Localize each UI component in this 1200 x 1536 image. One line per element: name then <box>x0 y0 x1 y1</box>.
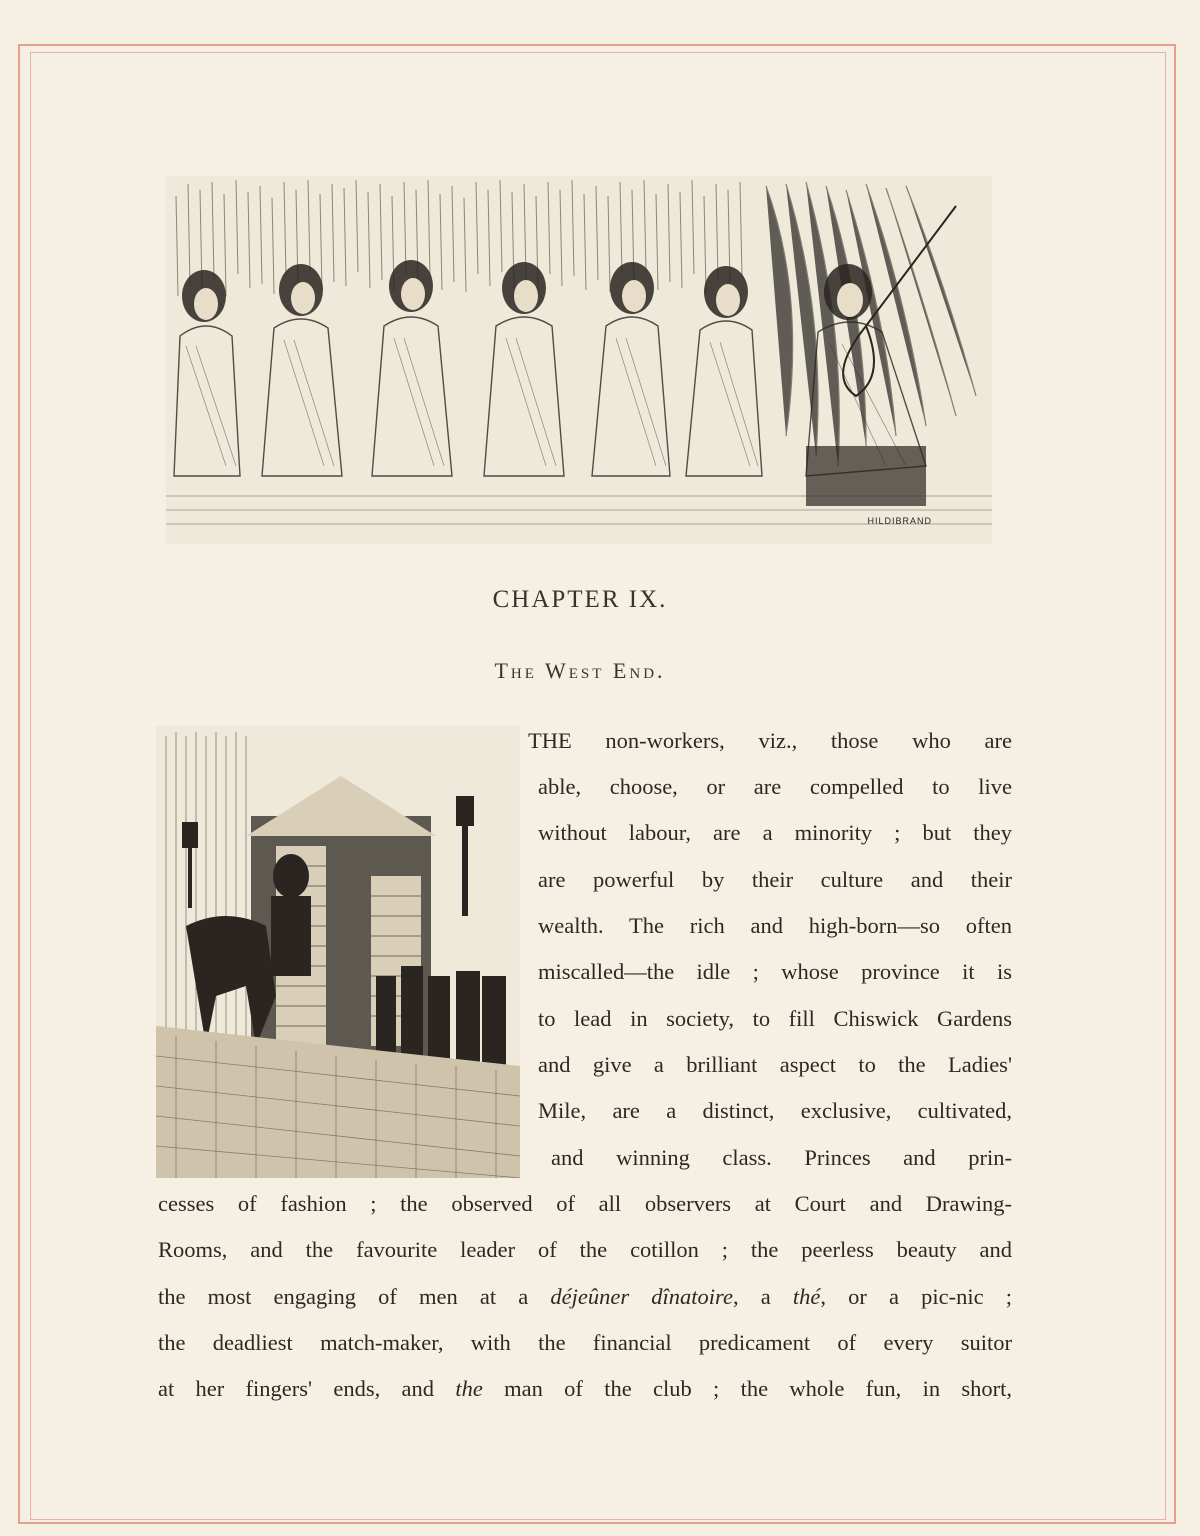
body-line-2: able, choose, or are compelled to live <box>538 774 1012 799</box>
body-line-11: cesses of fashion ; the observed of all observers at Court and Drawing- <box>158 1191 1012 1216</box>
body-line-12: Rooms, and the favourite leader of the cotillon ; the peerless beauty and <box>158 1237 1012 1262</box>
body-line-4: are powerful by their culture and their <box>538 867 1012 892</box>
line15-part-a: at her fingers' ends, and <box>158 1376 456 1401</box>
body-line-13 <box>158 1282 1012 1312</box>
line13-part-c: , a <box>732 1284 793 1309</box>
engraving-horse-guards <box>156 726 520 1178</box>
body-line-15 <box>158 1374 1012 1404</box>
line13-italic-dejeuner: déjeûner dînatoire <box>550 1284 733 1309</box>
line15-italic-the: the <box>455 1376 483 1401</box>
engraver-signature: HILDIBRAND <box>867 516 932 526</box>
body-line-8: and give a brilliant aspect to the Ladies' <box>538 1052 1012 1077</box>
line13-part-e: , or a pic-nic ; <box>820 1284 1012 1309</box>
line13-italic-the: thé <box>792 1284 821 1309</box>
body-line-1: THE non-workers, viz., those who are <box>528 728 1012 753</box>
body-line-9: Mile, are a distinct, exclusive, cultivated, <box>538 1098 1012 1123</box>
engraving-performers <box>166 176 992 544</box>
body-line-7: to lead in society, to fill Chiswick Gardens <box>538 1006 1012 1031</box>
chapter-heading: CHAPTER IX. <box>492 586 668 613</box>
line15-part-c: man of the club ; the whole fun, in short, <box>482 1376 1012 1401</box>
body-line-6: miscalled—the idle ; whose province it is <box>538 959 1012 984</box>
section-heading: The West End. <box>494 658 666 683</box>
body-line-3: without labour, are a minority ; but they <box>538 820 1012 845</box>
body-line-14: the deadliest match-maker, with the financial predicament of every suitor <box>158 1330 1012 1355</box>
line13-part-a: the most engaging of men at a <box>158 1284 551 1309</box>
body-line-10: and winning class. Princes and prin- <box>551 1145 1012 1170</box>
body-line-5: wealth. The rich and high-born—so often <box>538 913 1012 938</box>
